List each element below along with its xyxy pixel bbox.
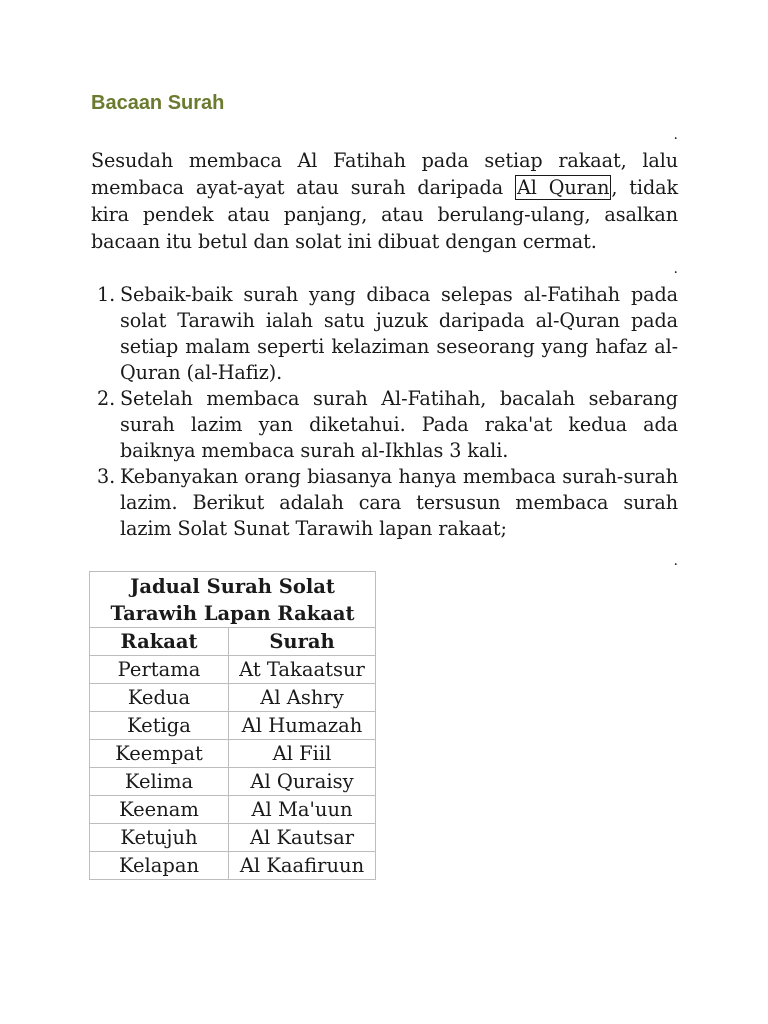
table-row <box>90 712 376 740</box>
rakaat-cell: Kelima <box>90 768 229 796</box>
table-row <box>90 824 376 852</box>
list-item-text: Kebanyakan orang biasanya hanya membaca surah-surah lazim. Berikut adalah cara tersusun membaca surah lazim Solat Sunat Tarawih lapan rakaat; <box>120 465 678 540</box>
surah-cell: Al Kaafiruun <box>229 852 376 880</box>
table-title-row <box>90 572 376 628</box>
numbered-list <box>91 282 678 542</box>
surah-cell: Al Ashry <box>229 684 376 712</box>
surah-cell: At Takaatsur <box>229 656 376 684</box>
table-title: Jadual Surah Solat Tarawih Lapan Rakaat <box>90 572 376 628</box>
separator-dot: . <box>673 127 678 143</box>
rakaat-cell: Pertama <box>90 656 229 684</box>
surah-cell: Al Quraisy <box>229 768 376 796</box>
rakaat-cell: Ketiga <box>90 712 229 740</box>
surah-cell: Al Fiil <box>229 740 376 768</box>
rakaat-cell: Kelapan <box>90 852 229 880</box>
section-heading: Bacaan Surah <box>91 92 225 114</box>
rakaat-cell: Ketujuh <box>90 824 229 852</box>
surah-cell: Al Ma'uun <box>229 796 376 824</box>
surah-cell: Al Humazah <box>229 712 376 740</box>
al-quran-link[interactable]: Al Quran <box>517 176 610 199</box>
column-header-rakaat: Rakaat <box>90 628 229 656</box>
list-item-number: 2. <box>97 387 116 410</box>
table-header-row <box>90 628 376 656</box>
table-row <box>90 656 376 684</box>
table-row <box>90 768 376 796</box>
intro-text-before: Sesudah membaca Al Fatihah pada setiap rakaat, lalu membaca ayat-ayat atau surah daripada <box>91 149 678 199</box>
rakaat-cell: Keempat <box>90 740 229 768</box>
separator-dot: . <box>673 261 678 277</box>
intro-paragraph <box>91 147 678 255</box>
list-item-text: Setelah membaca surah Al-Fatihah, bacalah sebarang surah lazim yan diketahui. Pada raka'at kedua ada baiknya membaca surah al-Ikhlas 3 kali. <box>120 387 678 462</box>
surah-cell: Al Kautsar <box>229 824 376 852</box>
surah-schedule-table <box>89 571 376 880</box>
rakaat-cell: Keenam <box>90 796 229 824</box>
list-item-text: Sebaik-baik surah yang dibaca selepas al-Fatihah pada solat Tarawih ialah satu juzuk daripada al-Quran pada setiap malam seperti kelaziman seseorang yang hafaz al-Quran (al-Hafiz). <box>120 283 678 384</box>
separator-dot: . <box>673 553 678 569</box>
intro-text-after: , tidak kira pendek atau panjang, atau berulang-ulang, asalkan bacaan itu betul dan solat ini dibuat dengan cermat. <box>91 176 678 253</box>
rakaat-cell: Kedua <box>90 684 229 712</box>
list-item-number: 1. <box>97 283 116 306</box>
list-item <box>91 386 678 464</box>
column-header-surah: Surah <box>229 628 376 656</box>
table-row <box>90 852 376 880</box>
table-row <box>90 684 376 712</box>
list-item <box>91 464 678 542</box>
table-row <box>90 740 376 768</box>
list-item <box>91 282 678 386</box>
table-row <box>90 796 376 824</box>
list-item-number: 3. <box>97 465 116 488</box>
